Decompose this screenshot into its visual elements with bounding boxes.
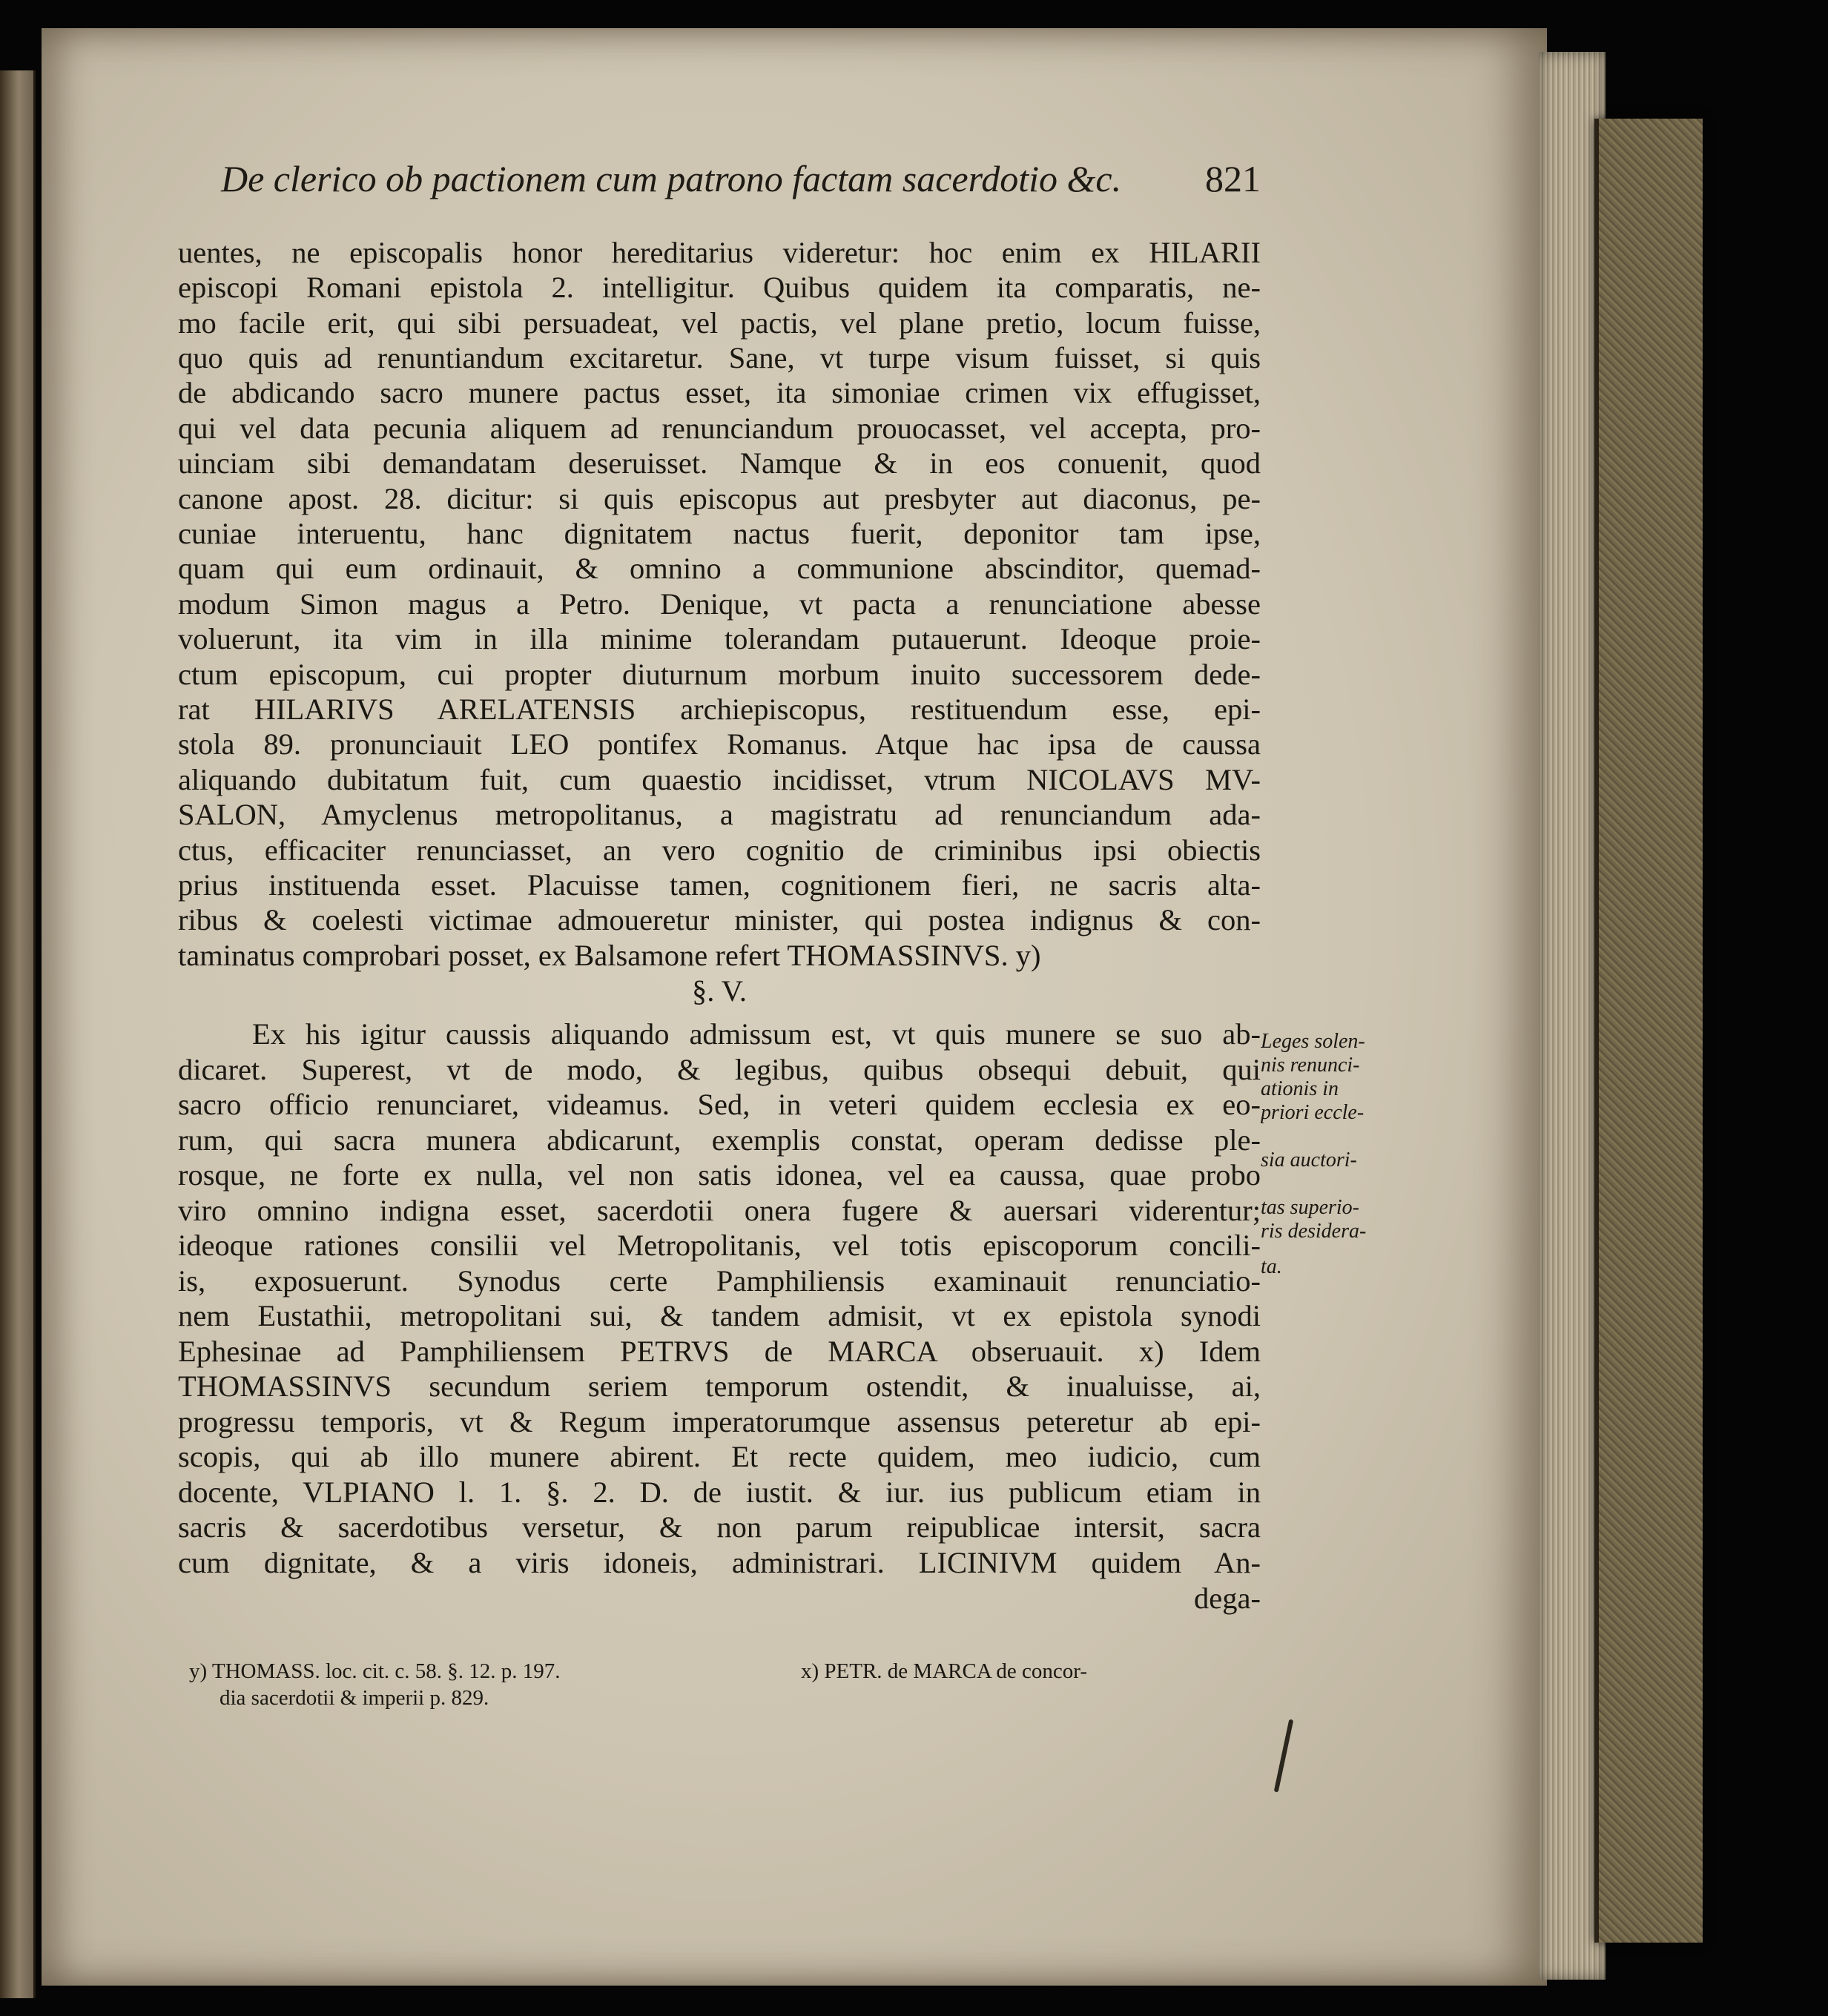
footnote-x-line-1: x) PETR. de MARCA de concor-: [801, 1659, 1088, 1683]
body-line: cuniae interuentu, hanc dignitatem nactus fuerit, deponitor tam ipse,: [178, 517, 1261, 550]
section-heading: §. V.: [692, 974, 747, 1008]
body-line: quo quis ad renuntiandum excitaretur. Sane, vt turpe visum fuisset, si quis: [178, 341, 1261, 374]
margin-note-line: Leges solen-: [1261, 1031, 1365, 1053]
body-line: aliquando dubitatum fuit, cum quaestio incidisset, vtrum NICOLAVS MV-: [178, 763, 1261, 796]
body-line: uentes, ne episcopalis honor hereditarius videretur: hoc enim ex HILARII: [178, 236, 1261, 269]
body-line: dicaret. Superest, vt de modo, & legibus, quibus obsequi debuit, qui: [178, 1053, 1261, 1086]
body-line: taminatus comprobari posset, ex Balsamone refert THOMASSINVS. y): [178, 939, 1041, 972]
body-line: viro omnino indigna esset, sacerdotii onera fugere & auersari viderentur;: [178, 1194, 1261, 1227]
body-line: stola 89. pronunciauit LEO pontifex Romanus. Atque hac ipsa de caussa: [178, 727, 1261, 761]
body-line: Ex his igitur caussis aliquando admissum est, vt quis munere se suo ab-: [252, 1017, 1261, 1051]
body-line: is, exposuerunt. Synodus certe Pamphiliensis examinauit renunciatio-: [178, 1264, 1261, 1298]
body-line: episcopi Romani epistola 2. intelligitur. Quibus quidem ita comparatis, ne-: [178, 271, 1261, 304]
margin-note-line: ris desidera-: [1261, 1220, 1367, 1243]
catchword: dega-: [1194, 1582, 1261, 1615]
margin-note-line: sia auctori-: [1261, 1149, 1357, 1171]
running-head: De clerico ob pactionem cum patrono factam sacerdotio &c.: [221, 158, 1122, 199]
body-line: THOMASSINVS secundum seriem temporum ostendit, & inualuisse, ai,: [178, 1369, 1261, 1403]
margin-note-line: ta.: [1261, 1256, 1282, 1278]
body-line: qui vel data pecunia aliquem ad renunciandum prouocasset, vel accepta, pro-: [178, 412, 1261, 445]
body-line: ctus, efficaciter renunciasset, an vero cognitio de criminibus ipsi obiectis: [178, 833, 1261, 867]
body-line: rat HILARIVS ARELATENSIS archiepiscopus, restituendum esse, epi-: [178, 693, 1261, 726]
footnote-y-line-2: dia sacerdotii & imperii p. 829.: [220, 1686, 489, 1710]
body-line: mo facile erit, qui sibi persuadeat, vel pactis, vel plane pretio, locum fuisse,: [178, 306, 1261, 340]
left-page-edge: [0, 70, 36, 1998]
margin-note-line: tas superio-: [1261, 1197, 1359, 1219]
margin-note-line: nis renunci-: [1261, 1054, 1360, 1077]
body-line: progressu temporis, vt & Regum imperatorumque assensus peteretur ab epi-: [178, 1405, 1261, 1438]
page-number: 821: [1205, 158, 1261, 199]
margin-note-line: ationis in: [1261, 1078, 1339, 1100]
body-line: quam qui eum ordinauit, & omnino a communione abscinditor, quemad-: [178, 552, 1261, 585]
body-line: uinciam sibi demandatam deseruisset. Namque & in eos conuenit, quod: [178, 446, 1261, 480]
body-line: docente, VLPIANO l. 1. §. 2. D. de iustit. & iur. ius publicum etiam in: [178, 1475, 1261, 1509]
body-line: sacris & sacerdotibus versetur, & non parum reipublicae intersit, sacra: [178, 1510, 1261, 1544]
body-line: scopis, qui ab illo munere abirent. Et recte quidem, meo iudicio, cum: [178, 1440, 1261, 1473]
body-line: canone apost. 28. dicitur: si quis episcopus aut presbyter aut diaconus, pe-: [178, 482, 1261, 515]
body-line: cum dignitate, & a viris idoneis, administrari. LICINIVM quidem An-: [178, 1546, 1261, 1579]
body-line: Ephesinae ad Pamphiliensem PETRVS de MARCA obseruauit. x) Idem: [178, 1335, 1261, 1368]
body-line: nem Eustathii, metropolitani sui, & tandem admisit, vt ex epistola synodi: [178, 1299, 1261, 1332]
body-line: rosque, ne forte ex nulla, vel non satis idonea, vel ea caussa, quae probo: [178, 1158, 1261, 1192]
body-line: voluerunt, ita vim in illa minime tolerandam putauerunt. Ideoque proie-: [178, 622, 1261, 655]
body-line: sacro officio renunciaret, videamus. Sed, in veteri quidem ecclesia ex eo-: [178, 1088, 1261, 1121]
body-line: rum, qui sacra munera abdicarunt, exemplis constat, operam dedisse ple-: [178, 1123, 1261, 1157]
body-line: de abdicando sacro munere pactus esset, ita simoniae crimen vix effugisset,: [178, 376, 1261, 409]
body-line: ideoque rationes consilii vel Metropolitanis, vel totis episcoporum concili-: [178, 1229, 1261, 1262]
body-line: SALON, Amyclenus metropolitanus, a magistratu ad renunciandum ada-: [178, 798, 1261, 831]
margin-note-line: priori eccle-: [1261, 1102, 1365, 1124]
body-line: modum Simon magus a Petro. Denique, vt pacta a renunciatione abesse: [178, 587, 1261, 621]
body-line: ctum episcopum, cui propter diuturnum morbum inuito successorem dede-: [178, 658, 1261, 691]
book-cover: [1594, 119, 1703, 1943]
body-line: prius instituenda esset. Placuisse tamen, cognitionem fieri, ne sacris alta-: [178, 868, 1261, 902]
body-line: ribus & coelesti victimae admoueretur minister, qui postea indignus & con-: [178, 903, 1261, 936]
footnote-y-line-1: y) THOMASS. loc. cit. c. 58. §. 12. p. 197.: [189, 1659, 561, 1683]
